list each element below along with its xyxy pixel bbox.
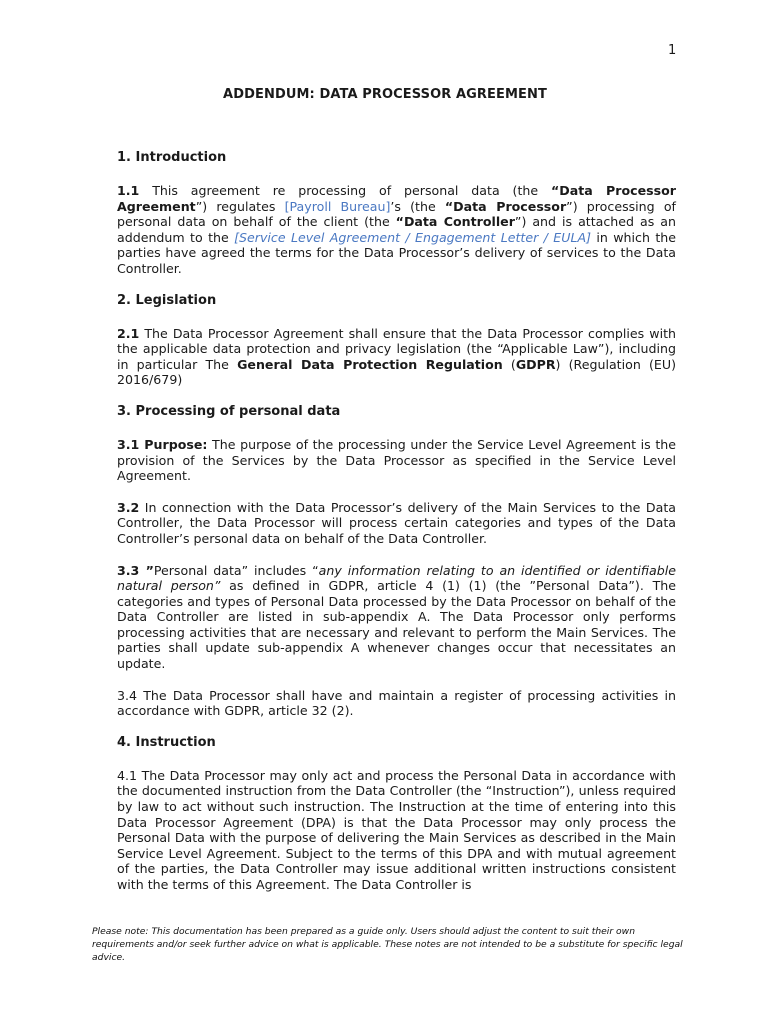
text-run: ”) and is attached as an addendum to the [117, 214, 676, 245]
text-run: The purpose of the processing under the Service Level Agreement is the provision of the Services by the Data Processor as specified in the Service Level Agreement. [117, 436, 677, 484]
text-run: ) (Regulation (EU) 2016/679) [117, 356, 676, 388]
text-run: The Data Processor Agreement shall ensure that the Data Processor complies with the applicable data protection and privacy legislation (the “Applicable Law”), including in particular The [117, 325, 676, 372]
section-heading-introduction: 1. Introduction [117, 150, 227, 165]
paragraph-3-2 [117, 500, 676, 547]
paragraph-4-1: 4.1 The Data Processor may only act and process the Personal Data in accordance with the documented instruction from the Data Controller (the “Instruction”), unless required by law to act without such instruction. The Instruction at the time of entering into this Data Processor Agreement (DPA) is that the Data Processor may only process the Personal Data with the purpose of delivering the Main Services as described in the Main Service Level Agreement. Subject to the terms of this DPA and with mutual agreement of the parties, the Data Controller may issue additional written instructions consistent with the terms of this Agreement. The Data Controller is [117, 767, 676, 892]
text-run: Personal data” includes “ [153, 562, 319, 578]
document-body [117, 150, 676, 909]
clause-number: 1.1 [117, 183, 140, 198]
text-run: ( [502, 356, 516, 372]
text-run: ”) processing of personal data on behalf of the client (the [117, 198, 676, 230]
defined-term: General Data Protection Regulation [237, 356, 503, 372]
paragraph-3-3 [117, 563, 676, 672]
defined-term: GDPR [515, 356, 556, 372]
section-heading-legislation: 2. Legislation [117, 292, 217, 308]
text-run: In connection with the Data Processor’s delivery of the Main Services to the Data Controller, the Data Processor will process certain categories and types of the Data Controller’s personal data on behalf of the Data Controller. [117, 499, 676, 546]
paragraph-1-1 [117, 183, 676, 277]
clause-number: 3.3 ” [117, 562, 154, 578]
text-run: as defined in GDPR, article 4 (1) (1) (the ”Personal Data”). The categories and types of Personal Data processed by the Data Processor on behalf of the Data Controller are listed in sub-appendix A. The Data Processor only performs processing activities that are necessary and relevant to perform the Main Services. The parties shall update sub-appendix A whenever changes occur that necessitates an update. [117, 578, 676, 672]
paragraph-3-4: 3.4 The Data Processor shall have and maintain a register of processing activities in accordance with GDPR, article 32 (2). [117, 687, 676, 719]
footer-disclaimer: Please note: This documentation has been prepared as a guide only. Users should adjust the content to suit their own requirements and/or seek further advice on what is applicable. These notes are not intended to be a substitute for specific legal advice. [92, 926, 683, 963]
clause-number: 2.1 [117, 325, 140, 341]
placeholder-payroll-bureau: [Payroll Bureau] [284, 198, 391, 214]
defined-term: “Data Processor [444, 198, 567, 214]
clause-number: 3.2 [117, 499, 140, 515]
section-heading-processing: 3. Processing of personal data [117, 403, 341, 419]
quoted-definition: any information relating to an identified or identifiable natural person” [117, 562, 676, 594]
defined-term: “Data Controller [395, 214, 515, 230]
placeholder-service-agreement: [Service Level Agreement / Engagement Letter / EULA] [234, 229, 592, 245]
text-run: in which the parties have agreed the terms for the Data Processor’s delivery of services to the Data Controller. [117, 229, 676, 276]
paragraph-3-1 [117, 437, 676, 484]
defined-term: “Data Processor Agreement [117, 183, 676, 214]
text-run: ’s (the [390, 198, 445, 214]
document-title: ADDENDUM: DATA PROCESSOR AGREEMENT [223, 87, 547, 102]
clause-number: 3.1 Purpose: [117, 436, 208, 452]
text-run: ”) regulates [195, 198, 285, 214]
page-number: 1 [668, 43, 677, 58]
section-heading-instruction: 4. Instruction [117, 734, 216, 750]
text-run: This agreement re processing of personal data (the [139, 183, 552, 198]
paragraph-2-1 [117, 326, 676, 388]
